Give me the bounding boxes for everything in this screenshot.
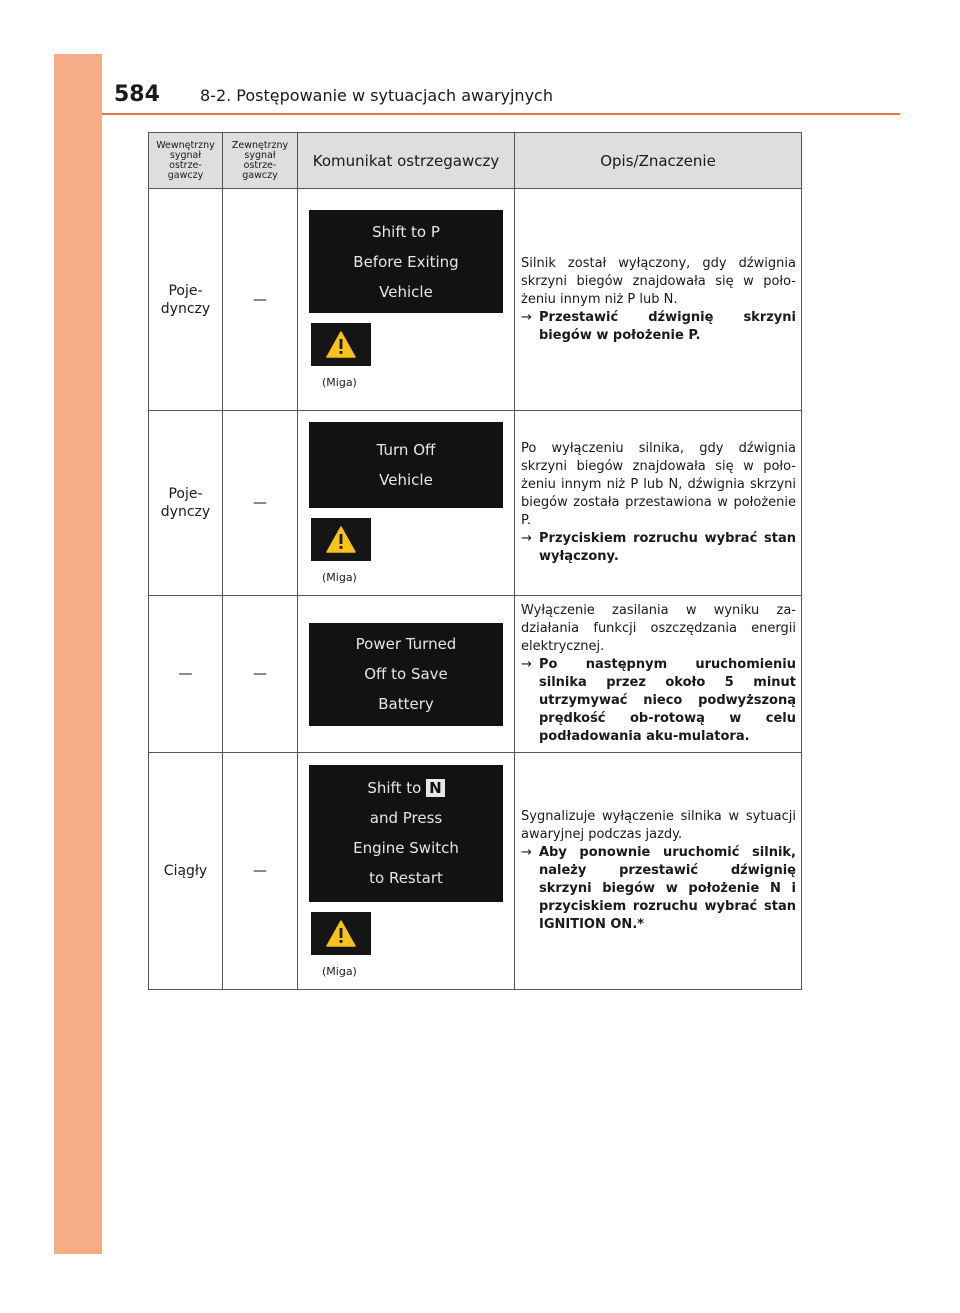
action-step	[521, 844, 796, 934]
table-row	[149, 189, 802, 411]
screen-line: Turn Off	[376, 441, 436, 459]
internal-signal-cell	[149, 189, 223, 411]
action-text: Po następnym uruchomieniu silnika przez około 5 minut utrzymywać nieco podwyższoną prędkość ob-rotową w celu podładowania aku-mulatora.	[539, 657, 796, 744]
header-text: Wewnętrzny	[156, 139, 215, 151]
header-rule	[102, 113, 900, 115]
header-text: ostrze-	[243, 159, 277, 171]
action-step	[521, 309, 796, 345]
warning-light	[311, 323, 371, 366]
header-text: sygnał	[244, 149, 276, 161]
header-text: gawczy	[242, 169, 278, 181]
screen-line: Off to Save	[364, 665, 448, 683]
internal-signal-cell	[149, 596, 223, 753]
internal-signal-text: dynczy	[160, 504, 211, 520]
header-text: sygnał	[169, 149, 202, 161]
page-number: 584	[114, 82, 160, 107]
screen-line	[309, 773, 503, 803]
description-cell	[515, 596, 802, 753]
screen-line-text: Shift to	[367, 779, 422, 797]
external-signal-cell: —	[223, 411, 298, 596]
description-cell	[515, 189, 802, 411]
screen-line: Shift to P	[372, 222, 440, 241]
warning-message-cell	[298, 189, 515, 411]
blink-note: (Miga)	[322, 571, 357, 584]
screen-line: Vehicle	[379, 282, 433, 301]
header-external-signal	[223, 133, 298, 189]
warning-triangle-icon	[326, 526, 356, 553]
screen-line: Before Exiting	[353, 252, 459, 271]
external-signal-cell: —	[223, 753, 298, 990]
table-row	[149, 411, 802, 596]
arrow-icon: →	[521, 531, 532, 546]
internal-signal-text: Poje-	[168, 282, 203, 299]
display-screen	[309, 623, 503, 726]
display-screen	[309, 765, 503, 902]
warning-light	[311, 518, 371, 561]
section-title: 8-2. Postępowanie w sytuacjach awaryjnych	[200, 86, 553, 105]
action-text: Przestawić dźwignię skrzyni biegów w położenie P.	[539, 309, 796, 343]
description-cell	[515, 753, 802, 990]
warning-message-cell	[298, 411, 515, 596]
description-cell	[515, 411, 802, 596]
description-text: Silnik został wyłączony, gdy dźwignia skrzyni biegów znajdowała się w poło-żeniu innym niż P lub N.	[521, 255, 796, 307]
table-row	[149, 596, 802, 753]
screen-line: Battery	[378, 695, 434, 713]
description-text: Sygnalizuje wyłączenie silnika w sytuacji awaryjnej podczas jazdy.	[521, 809, 796, 842]
header-warning-message: Komunikat ostrzegawczy	[298, 133, 515, 189]
header-text: Zewnętrzny	[231, 139, 289, 151]
arrow-icon: →	[521, 657, 532, 672]
warning-table	[148, 132, 802, 990]
internal-signal-text: dynczy	[160, 300, 211, 317]
screen-line: Engine Switch	[353, 839, 459, 857]
external-signal-cell: —	[223, 189, 298, 411]
action-text: Aby ponownie uruchomić silnik, należy przestawić dźwignię skrzyni biegów w położenie N i przyciskiem rozruchu wybrać stan IGNITION ON.*	[539, 845, 796, 932]
warning-triangle-icon	[326, 331, 356, 358]
description-text: Po wyłączeniu silnika, gdy dźwignia skrzyni biegów znajdowała się w poło-żeniu innym niż P lub N, dźwignia skrzyni biegów została przestawiona w położenie P.	[521, 441, 796, 528]
warning-message-cell	[298, 753, 515, 990]
description-text: Wyłączenie zasilania w wyniku za-działania funkcji oszczędzania energii elektrycznej.	[521, 603, 796, 654]
display-screen	[309, 210, 503, 313]
blink-note: (Miga)	[322, 376, 357, 389]
action-step	[521, 656, 796, 746]
table-row	[149, 753, 802, 990]
internal-signal-text: Poje-	[168, 486, 203, 502]
screen-line: and Press	[369, 809, 443, 827]
screen-line: Power Turned	[355, 635, 457, 653]
warning-triangle-icon	[326, 920, 356, 947]
warning-message-cell	[298, 596, 515, 753]
gear-n-badge: N	[426, 779, 445, 797]
blink-note: (Miga)	[322, 964, 357, 978]
arrow-icon: →	[521, 845, 532, 860]
action-step	[521, 530, 796, 566]
header-text: ostrze-	[169, 159, 202, 171]
display-screen	[309, 422, 503, 508]
table-header-row	[149, 133, 802, 189]
header-internal-signal	[149, 133, 223, 189]
internal-signal-text: —	[178, 666, 193, 682]
chapter-side-tab	[54, 54, 102, 1254]
screen-line: to Restart	[369, 869, 443, 887]
warning-light	[311, 912, 371, 955]
arrow-icon: →	[521, 309, 532, 325]
internal-signal-cell	[149, 411, 223, 596]
external-signal-cell: —	[223, 596, 298, 753]
header-text: gawczy	[167, 169, 204, 181]
internal-signal-text: Ciągły	[163, 863, 208, 879]
screen-line: Vehicle	[379, 471, 433, 489]
header-description: Opis/Znaczenie	[515, 133, 802, 189]
action-text: Przyciskiem rozruchu wybrać stan wyłączony.	[539, 531, 796, 564]
internal-signal-cell	[149, 753, 223, 990]
